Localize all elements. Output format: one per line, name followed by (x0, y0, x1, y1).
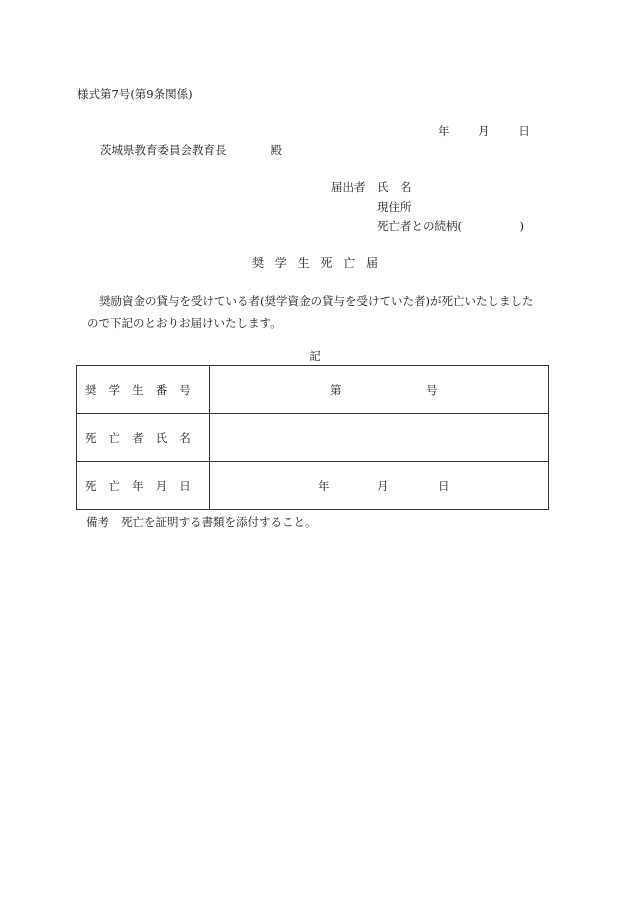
deceased-name-label: 死亡者氏名 (77, 414, 210, 462)
deceased-name-value (210, 414, 549, 462)
student-number-prefix: 第 (330, 382, 342, 397)
note-label: 備考 (86, 515, 109, 529)
date-year: 年 (438, 124, 450, 138)
note-text: 死亡を証明する書類を添付すること。 (121, 515, 317, 529)
form-number: 様式第7号(第9条関係) (77, 87, 193, 101)
record-table (76, 365, 549, 510)
note (86, 514, 317, 530)
date-day: 日 (518, 124, 530, 138)
date-line (438, 123, 530, 139)
notifier-relation-label: 死亡者との続柄( ) (377, 219, 524, 233)
table-row (77, 414, 549, 462)
death-date-value (210, 462, 549, 510)
table-row (77, 462, 549, 510)
table-row (77, 366, 549, 414)
addressee-name: 茨城県教育委員会教育長 (100, 143, 227, 157)
notifier-label: 届出者 (331, 180, 366, 194)
document-title: 奨学生死亡届 (251, 256, 389, 270)
body-text (87, 290, 557, 334)
student-number-value (210, 366, 549, 414)
body-line-2: ので下記のとおりお届けいたします。 (87, 316, 282, 330)
student-number-suffix: 号 (426, 382, 438, 397)
death-day: 日 (438, 478, 450, 493)
death-year: 年 (318, 478, 330, 493)
notifier-name-label: 氏 名 (377, 180, 412, 194)
death-month: 月 (377, 478, 389, 493)
notifier-address-label: 現住所 (377, 200, 412, 214)
addressee-honorific: 殿 (270, 143, 282, 157)
death-date-label: 死亡年月日 (77, 462, 210, 510)
date-month: 月 (478, 124, 490, 138)
body-line-1: 奨励資金の貸与を受けている者(奨学資金の貸与を受けていた者)が死亡いたしました (99, 294, 534, 308)
addressee (100, 142, 282, 158)
student-number-label: 奨学生番号 (77, 366, 210, 414)
ki-heading: 記 (309, 349, 321, 363)
